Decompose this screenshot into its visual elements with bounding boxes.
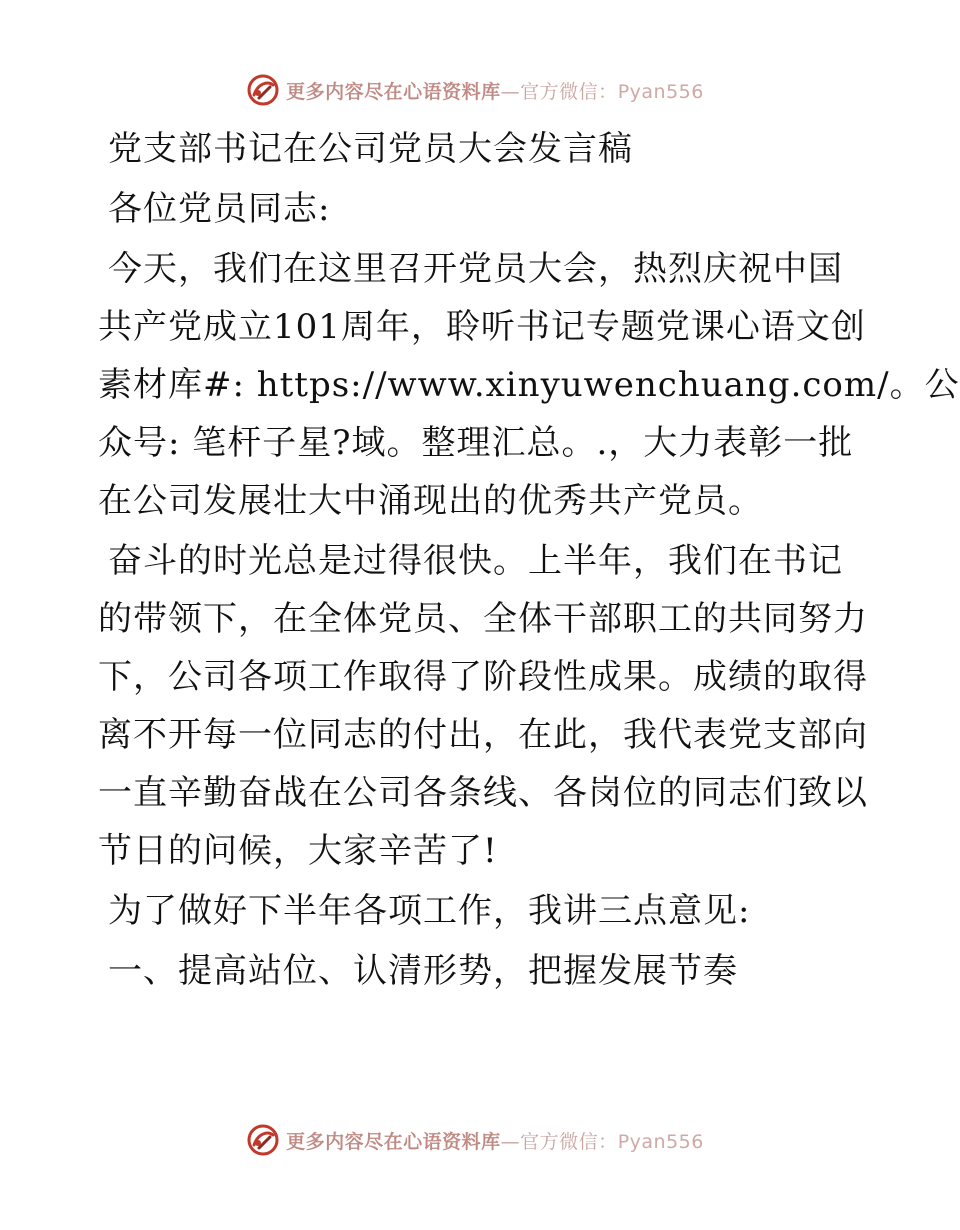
paragraph-3: 为了做好下半年各项工作，我讲三点意见:	[108, 891, 751, 931]
banner-separator: —	[500, 80, 521, 103]
paragraph-2-line: 一直辛勤奋战在公司各条线、各岗位的同志们致以	[98, 773, 868, 813]
paragraph-2-line: 的带领下，在全体党员、全体干部职工的共同努力	[98, 599, 868, 639]
banner-official-label: 官方微信：	[520, 1130, 618, 1153]
banner-separator: —	[500, 1130, 521, 1153]
document-body	[98, 120, 960, 1000]
document-title: 党支部书记在公司党员大会发言稿	[108, 129, 633, 169]
footer-banner	[0, 1120, 950, 1160]
banner-text	[286, 1127, 704, 1154]
paragraph-1	[98, 240, 960, 530]
banner-wechat-id: Pyan556	[617, 80, 704, 103]
paragraph-1-line: 共产党成立101周年，聆听书记专题党课心语文创	[98, 307, 866, 347]
banner-text	[286, 77, 704, 104]
red-swirl-logo-icon	[246, 1123, 280, 1157]
paragraph-1-line: 众号: 笔杆子星?域。整理汇总。.，大力表彰一批	[98, 423, 854, 463]
banner-main-text: 更多内容尽在心语资料库	[286, 1130, 501, 1153]
paragraph-1-line: 在公司发展壮大中涌现出的优秀共产党员。	[98, 481, 763, 521]
paragraph-2-line: 离不开每一位同志的付出，在此，我代表党支部向	[98, 715, 868, 755]
paragraph-1-line: 素材库#: https://www.xinyuwenchuang.com/。公	[98, 365, 960, 405]
salutation: 各位党员同志:	[108, 189, 331, 229]
paragraph-2	[98, 532, 868, 880]
section-heading-1: 一、提高站位、认清形势，把握发展节奏	[108, 951, 738, 991]
header-banner	[0, 70, 950, 110]
banner-wechat-id: Pyan556	[617, 1130, 704, 1153]
red-swirl-logo-icon	[246, 73, 280, 107]
paragraph-2-line: 节日的问候，大家辛苦了!	[98, 831, 498, 871]
paragraph-2-line: 下，公司各项工作取得了阶段性成果。成绩的取得	[98, 657, 868, 697]
banner-official-label: 官方微信：	[520, 80, 618, 103]
paragraph-1-line: 今天，我们在这里召开党员大会，热烈庆祝中国	[108, 249, 843, 289]
banner-main-text: 更多内容尽在心语资料库	[286, 80, 501, 103]
paragraph-2-line: 奋斗的时光总是过得很快。上半年，我们在书记	[108, 541, 843, 581]
